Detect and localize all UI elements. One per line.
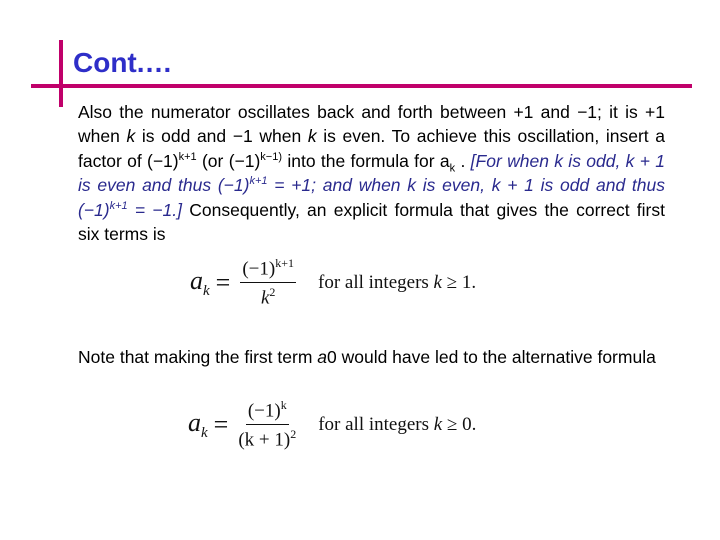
variable-a: a [317, 347, 327, 367]
condition-text: for all integers [318, 413, 434, 435]
denominator-exponent: 2 [290, 427, 297, 442]
numerator-exponent: k [280, 398, 287, 412]
numerator-exponent: k+1 [275, 256, 294, 270]
variable-k: k [307, 126, 317, 147]
denominator-base: (k + 1) [238, 429, 291, 451]
formula-zero-start [188, 398, 476, 452]
text-run: Consequently, an explicit formula that gives the correct first six terms is [78, 199, 665, 245]
condition-variable: k [433, 413, 443, 435]
title-accent-horizontal-bar [31, 84, 692, 88]
condition-text: for all integers [318, 271, 434, 293]
formula-condition [318, 414, 476, 436]
text-run: is even. To achieve this oscillation, insert a factor of [78, 126, 666, 171]
denominator-exponent: 2 [269, 285, 276, 300]
formula-condition [318, 272, 476, 294]
lhs-subscript: k [201, 424, 208, 441]
denominator [261, 283, 275, 309]
condition-relation: ≥ 0. [442, 413, 477, 435]
note-run: = −1.] [127, 199, 183, 220]
variable-k: k [126, 126, 136, 147]
text-run: Note that making the first term [78, 347, 318, 367]
note-exponent: k+1 [109, 199, 128, 212]
note-exponent: k+1 [249, 175, 268, 188]
note-paragraph [78, 345, 678, 369]
factor-exponent: k+1 [178, 150, 197, 163]
note-run: = +1; and when k is even, k + 1 is odd and thus (−1) [78, 175, 665, 220]
condition-relation: ≥ 1. [441, 271, 477, 293]
numerator [240, 256, 296, 283]
denominator-base: k [260, 287, 270, 309]
numerator-base: (−1) [242, 258, 276, 280]
text-run: (or [196, 150, 229, 171]
formula-lhs [190, 266, 210, 300]
text-run: into the formula for a [282, 150, 450, 171]
equals-sign: = [213, 409, 229, 439]
subscript-k: k [449, 162, 456, 175]
text-run: . [455, 150, 471, 171]
explanation-paragraph [78, 100, 665, 246]
text-run: 0 would have led to the alternative formula [327, 347, 656, 367]
denominator [238, 425, 296, 451]
alt-factor-expression: (−1) [228, 150, 261, 171]
numerator-base: (−1) [247, 400, 281, 422]
fraction [238, 398, 296, 452]
slide-title: Cont.… [73, 47, 173, 78]
lhs-var: a [188, 407, 201, 437]
formula-lhs [188, 408, 208, 442]
text-run: Also the numerator oscillates back and forth between +1 and −1; it is +1 when [78, 102, 665, 147]
fraction [240, 256, 296, 310]
condition-variable: k [433, 271, 442, 293]
text-run: is odd and −1 when [135, 126, 308, 147]
equals-sign: = [215, 267, 231, 297]
numerator [246, 398, 289, 425]
factor-expression: (−1) [147, 150, 179, 171]
formula-positive-start [190, 256, 476, 310]
alt-factor-exponent: k−1) [260, 150, 283, 163]
lhs-var: a [190, 265, 203, 295]
title-accent-vertical-bar [59, 40, 63, 107]
note-run: [For when k is odd, k + 1 is even and thus (−1) [78, 150, 665, 196]
lhs-subscript: k [203, 282, 210, 299]
